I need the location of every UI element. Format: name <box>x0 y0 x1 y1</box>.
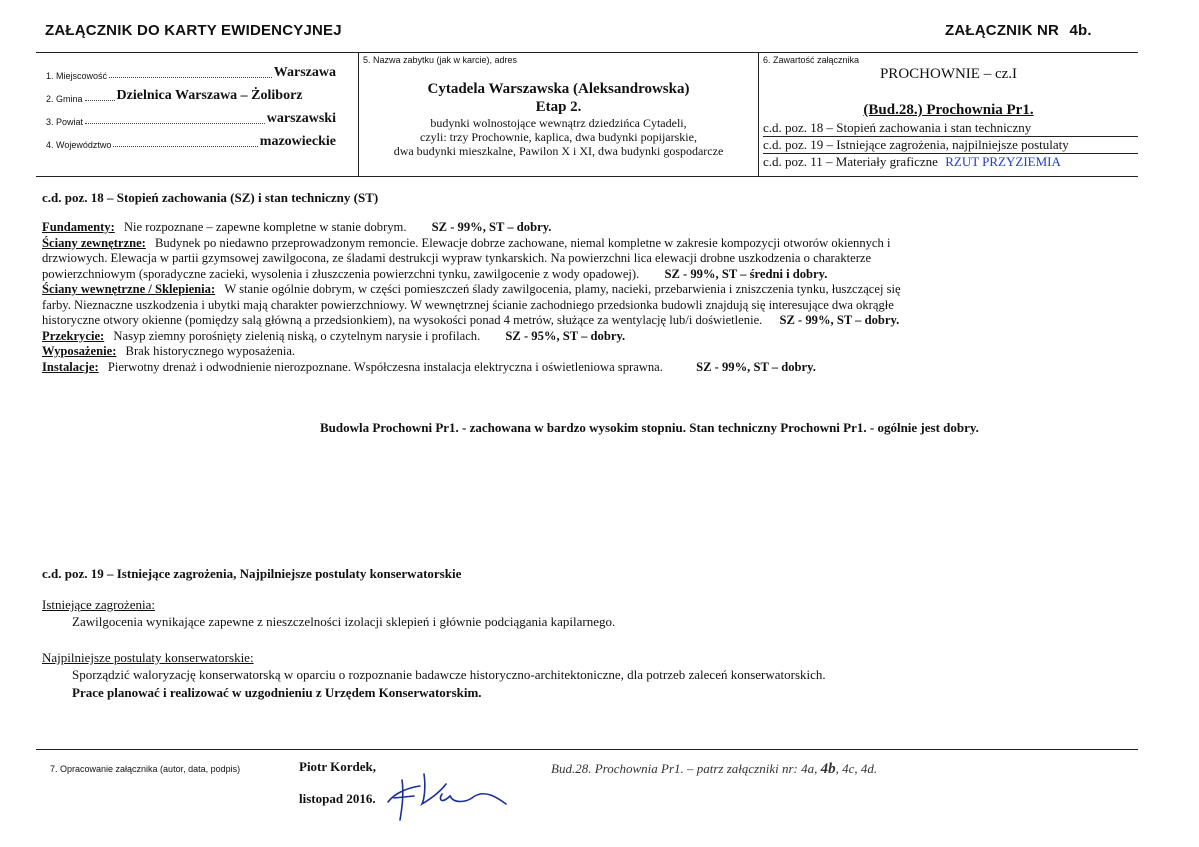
section-18-body <box>42 220 1138 375</box>
internal-walls-row: Ściany wewnętrzne / Sklepienia: W stanie ogólnie dobrym, w części pomieszczeń ślady zawilgocenia, plamy, nacieki, przebarwienia i zniszczenia tynku, łuszczącej się <box>42 282 901 296</box>
field-commune: 2. Gmina Dzielnica Warszawa – Żoliborz <box>46 88 303 104</box>
monument-desc-3: dwa budynki mieszkalne, Pawilon X i XI, dwa budynki gospodarcze <box>393 144 724 158</box>
postulates-bold: Prace planować i realizować w uzgodnieniu z Urzędem Konserwatorskim. <box>72 685 482 700</box>
external-walls-line-2: drzwiowych. Elewacja w partii gzymsowej zawilgocona, ze śladami destrukcji wypraw tynkarskich. Na powierzchni lica elewacji drobne uszkodzenia o charakterze <box>42 251 872 265</box>
equipment-row: Wyposażenie: Brak historycznego wyposażenia. <box>42 344 296 358</box>
monument-name-block <box>359 80 758 158</box>
section-18-summary: Budowla Prochowni Pr1. - zachowana w bardzo wysokim stopniu. Stan techniczny Prochowni Pr1. - ogólnie jest dobry. <box>320 420 979 435</box>
floor-plan-link[interactable]: RZUT PRZYZIEMIA <box>945 154 1061 169</box>
postulates-text: Sporządzić waloryzację konserwatorską w oparciu o rozpoznanie badawcze historyczno-architektoniczne, dla potrzeb zaleceń konserwatorskich. <box>72 667 826 682</box>
foundations-row: Fundamenty: Nie rozpoznane – zapewne kompletne w stanie dobrym. SZ - 99%, ST – dobry. <box>42 220 552 234</box>
attachment-number-prefix: ZAŁĄCZNIK NR <box>945 22 1060 39</box>
threats-text: Zawilgocenia wynikające zapewne z nieszczelności izolacji sklepień i głównie podciągania kapilarnego. <box>72 614 616 629</box>
building-name: (Bud.28.) Prochownia Pr1. <box>863 102 1034 118</box>
internal-walls-line-3: historyczne otwory okienne (pomiędzy salą główną a przedsionkiem), na wysokości ponad 4 metrów, służące za wentylację lub/i doświetlenie. SZ - 99%, ST – dobry. <box>42 313 900 327</box>
field-voivodeship: 4. Województwo mazowieckie <box>46 134 336 150</box>
field-locality: 1. Miejscowość Warszawa <box>46 65 336 81</box>
monument-desc-1: budynki wolnostojące wewnątrz dziedzińca Cytadeli, <box>430 116 687 130</box>
contents-item-19: c.d. poz. 19 – Istniejące zagrożenia, najpilniejsze postulaty <box>763 137 1138 154</box>
signature <box>380 758 530 824</box>
external-walls-line-3: powierzchniowym (sporadyczne zacieki, wysolenia i złuszczenia powierzchni tynku, zawilgocenie z wody opadowej). SZ - 99%, ST – średni i dobry. <box>42 266 828 281</box>
prepared-by-label: 7. Opracowanie załącznika (autor, data, podpis) <box>50 764 241 774</box>
section-19-heading: c.d. poz. 19 – Istniejące zagrożenia, Najpilniejsze postulaty konserwatorskie <box>42 566 462 581</box>
footer-border <box>36 749 1138 750</box>
roof-row: Przekrycie: Nasyp ziemny porośnięty zielenią niską, o czytelnym narysie i profilach. SZ - 95%, ST – dobry. <box>42 328 626 343</box>
attachment-number: 4b. <box>1069 22 1092 39</box>
attachment-title: ZAŁĄCZNIK DO KARTY EWIDENCYJNEJ <box>45 22 342 39</box>
attachment-number-label <box>945 22 1092 39</box>
postulates-label: Najpilniejsze postulaty konserwatorskie: <box>42 650 254 665</box>
monument-desc-2: czyli: trzy Prochownie, kaplica, dwa budynki popijarskie, <box>420 130 697 144</box>
threats-label: Istniejące zagrożenia: <box>42 597 155 612</box>
monument-stage: Etap 2. <box>535 99 582 115</box>
prepared-date: listopad 2016. <box>299 791 376 806</box>
related-attachments: Bud.28. Prochownia Pr1. – patrz załączniki nr: 4a, 4b, 4c, 4d. <box>551 761 878 777</box>
contents-title: PROCHOWNIE – cz.I <box>879 66 1018 82</box>
installations-row: Instalacje: Pierwotny drenaż i odwodnienie nierozpoznane. Współczesna instalacja elektryczna i oświetleniowa sprawna. SZ - 99%, ST – dobry. <box>42 359 816 374</box>
location-fields <box>46 60 336 150</box>
internal-walls-line-2: farby. Nieznaczne uszkodzenia i ubytki mają charakter powierzchniowy. W wewnętrznej ścianie zachodniego przedsionka budowli znajdują się interesujące dwa okrągłe <box>42 297 894 312</box>
author-name: Piotr Kordek, <box>299 759 377 774</box>
monument-name-label: 5. Nazwa zabytku (jak w karcie), adres <box>363 55 518 65</box>
contents-label: 6. Zawartość załącznika <box>763 55 860 65</box>
box-bottom-border <box>36 176 1138 177</box>
contents-list <box>763 120 1138 170</box>
contents-item-18: c.d. poz. 18 – Stopień zachowania i stan techniczny <box>763 120 1138 137</box>
field-district: 3. Powiat warszawski <box>46 111 336 127</box>
box-top-border <box>36 52 1138 53</box>
external-walls-row: Ściany zewnętrzne: Budynek po niedawno przeprowadzonym remoncie. Elewacje dobrze zachowane, niemal kompletne w zakresie kompozycji otworów okiennych i <box>42 235 891 250</box>
section-18-heading: c.d. poz. 18 – Stopień zachowania (SZ) i stan techniczny (ST) <box>42 190 379 205</box>
contents-item-11: c.d. poz. 11 – Materiały graficzne RZUT PRZYZIEMIA <box>763 154 1061 169</box>
monument-name: Cytadela Warszawska (Aleksandrowska) <box>427 81 690 97</box>
